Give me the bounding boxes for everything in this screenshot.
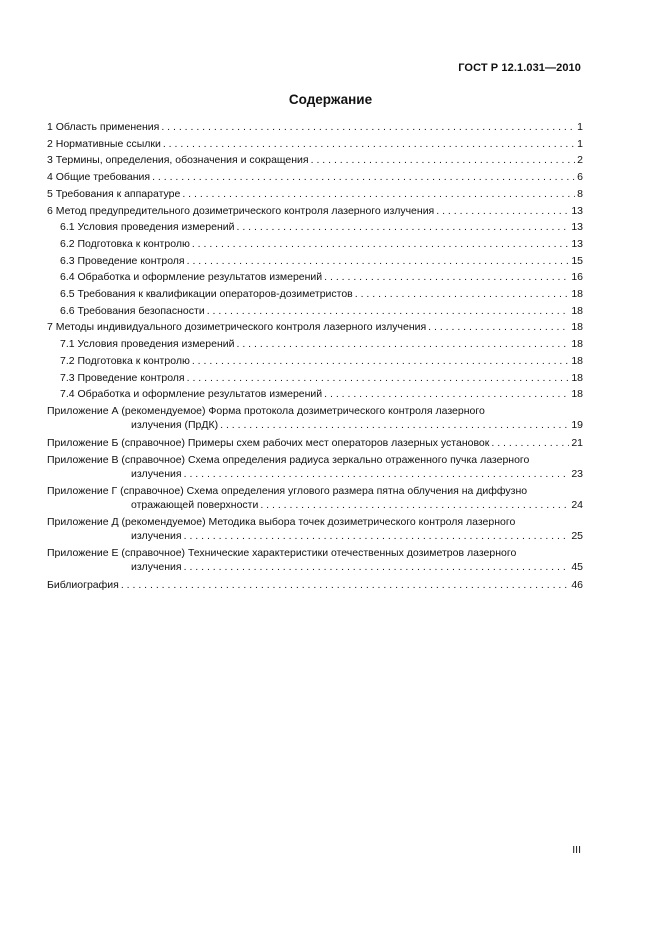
page-title: Содержание bbox=[288, 92, 373, 107]
toc-entry-4[interactable]: 4 Общие требования . . . 6 bbox=[47, 169, 583, 186]
toc-entry-3[interactable]: 3 Термины, определения, обозначения и сокращения . . . 2 bbox=[47, 152, 583, 169]
toc-entry-7-1[interactable]: 7.1 Условия проведения измерений . . . 18 bbox=[47, 336, 583, 353]
toc-entry-appendix-g[interactable]: Приложение Г (справочное) Схема определения углового размера пятна облучения на диффузно отражающей поверхности . . . 24 bbox=[47, 484, 583, 513]
toc-entry-7[interactable]: 7 Методы индивидуального дозиметрического контроля лазерного излучения . . . 18 bbox=[47, 319, 583, 336]
toc-entry-appendix-e[interactable]: Приложение Е (справочное) Технические характеристики отечественных дозиметров лазерного излучения . . . 45 bbox=[47, 546, 583, 575]
toc-entry-6-5[interactable]: 6.5 Требования к квалификации операторов-дозиметристов . . . 18 bbox=[47, 286, 583, 303]
toc-entry-7-4[interactable]: 7.4 Обработка и оформление результатов измерений . . . 18 bbox=[47, 386, 583, 403]
toc-entry-7-2[interactable]: 7.2 Подготовка к контролю . . . 18 bbox=[47, 353, 583, 370]
toc-entry-1[interactable]: 1 Область применения . . . 1 bbox=[47, 119, 583, 136]
toc-entry-appendix-a[interactable]: Приложение А (рекомендуемое) Форма протокола дозиметрического контроля лазерного излучения (ПрДК) . . . 19 bbox=[47, 404, 583, 433]
toc-entry-appendix-v[interactable]: Приложение В (справочное) Схема определения радиуса зеркально отраженного пучка лазерного излучения . . . 23 bbox=[47, 453, 583, 482]
toc-entry-5[interactable]: 5 Требования к аппаратуре . . . 8 bbox=[47, 186, 583, 203]
toc-entry-2[interactable]: 2 Нормативные ссылки . . . 1 bbox=[47, 136, 583, 153]
toc-entry-6[interactable]: 6 Метод предупредительного дозиметрического контроля лазерного излучения . . . 13 bbox=[47, 203, 583, 220]
toc-entry-6-1[interactable]: 6.1 Условия проведения измерений . . . 13 bbox=[47, 219, 583, 236]
toc-entry-appendix-b[interactable]: Приложение Б (справочное) Примеры схем рабочих мест операторов лазерных установок . . . 21 bbox=[47, 435, 583, 452]
toc-entry-7-3[interactable]: 7.3 Проведение контроля . . . 18 bbox=[47, 370, 583, 387]
toc-entry-6-2[interactable]: 6.2 Подготовка к контролю . . . 13 bbox=[47, 236, 583, 253]
toc-entry-6-4[interactable]: 6.4 Обработка и оформление результатов измерений . . . 16 bbox=[47, 269, 583, 286]
toc-entry-6-3[interactable]: 6.3 Проведение контроля . . . 15 bbox=[47, 253, 583, 270]
table-of-contents bbox=[47, 119, 583, 593]
page-number: III bbox=[572, 844, 581, 856]
toc-entry-appendix-d[interactable]: Приложение Д (рекомендуемое) Методика выбора точек дозиметрического контроля лазерного излучения . . . 25 bbox=[47, 515, 583, 544]
document-code: ГОСТ Р 12.1.031—2010 bbox=[458, 62, 581, 74]
toc-entry-6-6[interactable]: 6.6 Требования безопасности . . . 18 bbox=[47, 303, 583, 320]
toc-entry-bibliography[interactable]: Библиография . . . 46 bbox=[47, 577, 583, 594]
